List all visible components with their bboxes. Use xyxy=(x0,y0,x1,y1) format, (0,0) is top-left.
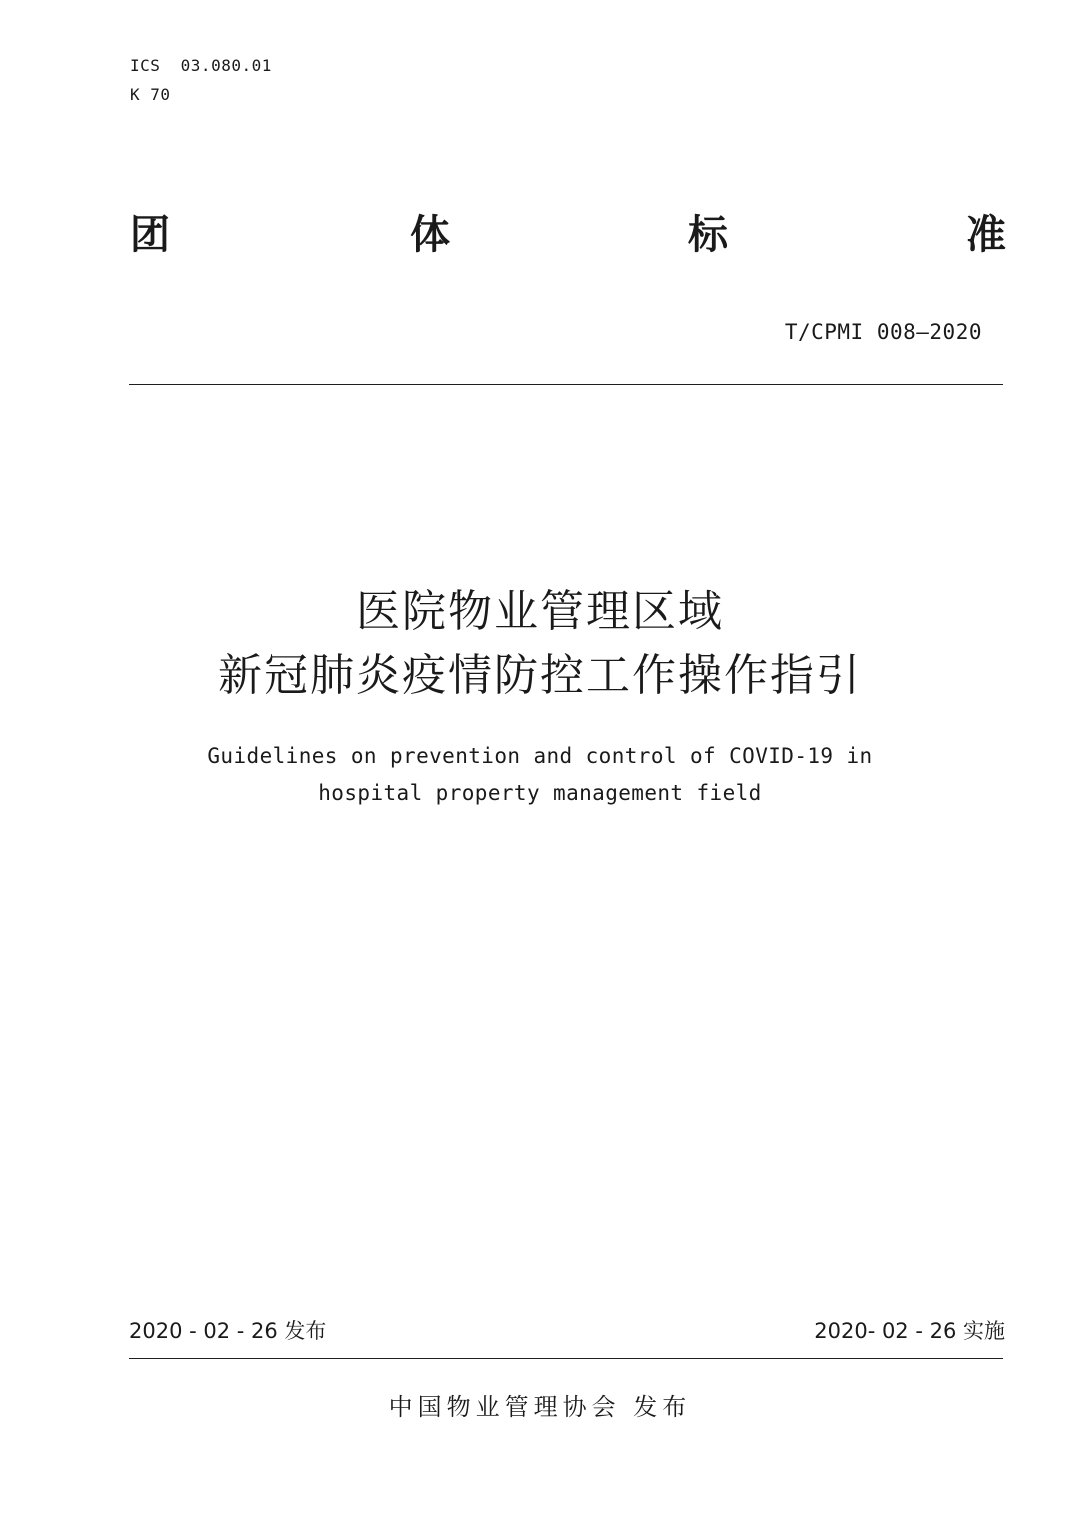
standard-code: T/CPMI 008—2020 xyxy=(784,320,982,344)
publisher: 中国物业管理协会 发布 xyxy=(388,1393,692,1421)
bottom-divider xyxy=(129,1358,1003,1359)
title-english-line-2: hospital property management field xyxy=(318,781,762,805)
issue-date: 2020 - 02 - 26 发布 xyxy=(129,1319,327,1343)
doc-type-char-1: 团 xyxy=(130,212,170,258)
ics-code: ICS 03.080.01 xyxy=(130,56,272,75)
doc-type-char-4: 准 xyxy=(966,212,1006,258)
title-english-line-1: Guidelines on prevention and control of COVID-19 in xyxy=(207,744,873,768)
title-chinese-line-1: 医院物业管理区域 xyxy=(356,586,724,637)
doc-type-char-3: 标 xyxy=(688,212,728,258)
doc-type-char-2: 体 xyxy=(410,212,450,258)
classification-code: K 70 xyxy=(130,85,171,104)
implementation-date: 2020- 02 - 26 实施 xyxy=(814,1319,1005,1343)
top-divider xyxy=(129,384,1003,385)
title-chinese-line-2: 新冠肺炎疫情防控工作操作指引 xyxy=(218,650,862,701)
